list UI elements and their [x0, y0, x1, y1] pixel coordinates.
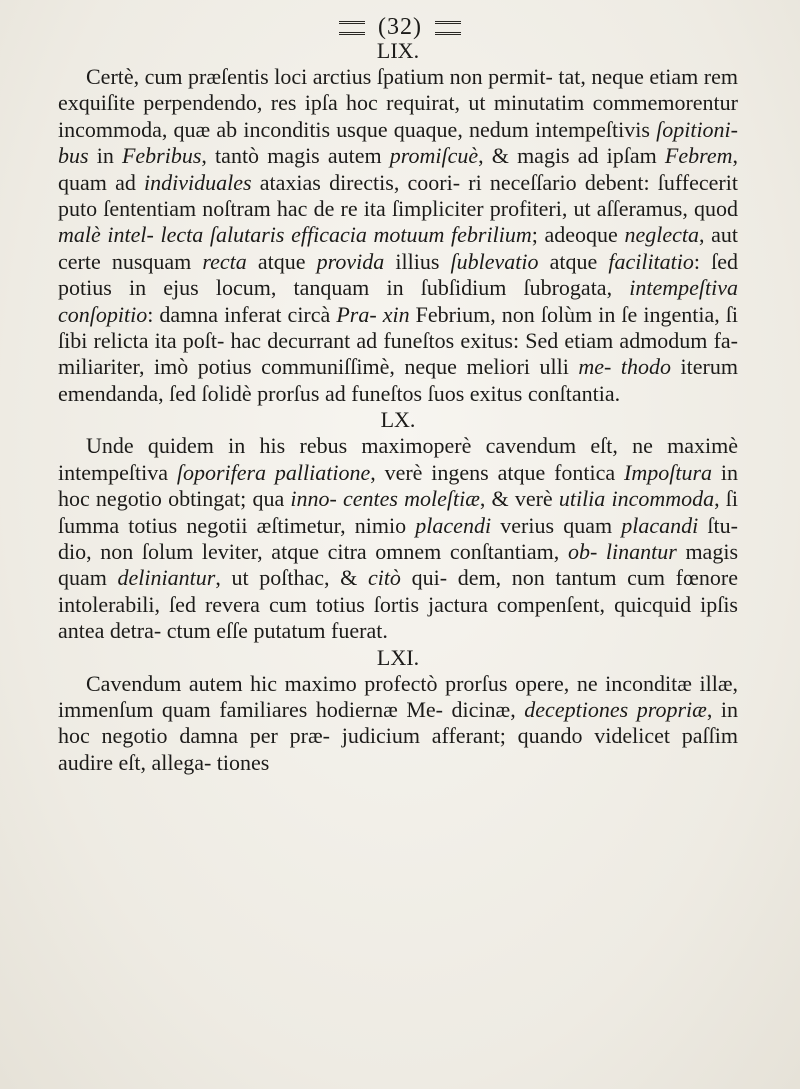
italic-run: ſublevatio [450, 248, 539, 274]
text-run: , verè ingens atque fontica [370, 459, 625, 485]
text-run: Unde quidem in his rebus maximoperè cavendum eſt, ne maximè intempeſtiva [58, 433, 738, 485]
text-run: ſtu- dio, non ſolum leviter, atque citra omnem conſtantiam, [58, 512, 738, 564]
text-run: , tantò magis autem [201, 143, 390, 169]
italic-run: malè intel- lecta ſalutaris efficacia motuum febrilium [58, 222, 532, 248]
text-run: Febrium, non ſolùm in ſe ingentia, ſi ſibi relicta ita poſt- hac decurrant ad funeſtos exitus: Sed etiam admodum fa- miliariter, imò potius communiſſimè, neque meliori ulli [58, 301, 739, 380]
text-run: , & magis ad ipſam [478, 143, 665, 169]
text-run: in [88, 143, 122, 169]
right-ornament-icon [435, 21, 461, 35]
italic-run: me- thodo [578, 354, 672, 380]
text-run: , aut certe nusquam [58, 222, 738, 274]
italic-run: Febribus [121, 143, 202, 169]
italic-run: promiſcuè [389, 143, 479, 169]
italic-run: recta [202, 248, 247, 274]
text-run: magis quam [58, 538, 739, 591]
italic-run: neglecta [624, 222, 699, 248]
text-run: , & verè [479, 486, 559, 512]
italic-run: facilitatio [608, 248, 694, 274]
text-run: verius quam [491, 512, 622, 538]
text-run: qui- dem, non tantum cum fœnore intolerabili, ſed revera cum totius ſortis jactura compenſent, quicquid ipſis antea detra- ctum eſſe putatum fuerat. [58, 565, 738, 644]
italic-run: ſopitioni- bus [58, 116, 738, 169]
italic-run: intempeſtiva conſopitio [58, 275, 738, 327]
text-run: illius [384, 248, 451, 274]
text-run: in hoc negotio obtingat; qua [58, 459, 738, 512]
text-run: , in hoc negotio damna per præ- judicium afferant; quando videlicet paſſim audire eſt, allega- tiones [58, 696, 738, 775]
italic-run: Febrem [664, 143, 733, 169]
italic-run: citò [367, 565, 401, 591]
italic-run: ſoporifera palliatione [176, 459, 371, 485]
body-text [58, 38, 738, 776]
section-number: LXI. [376, 644, 420, 670]
paragraph [58, 433, 738, 644]
italic-run: provida [316, 248, 385, 274]
italic-run: individuales [144, 169, 252, 195]
italic-run: deceptiones propriæ [524, 696, 707, 722]
page-number: (32) [378, 14, 422, 40]
text-run: , ſi ſumma totius negotii æſtimetur, nimio [58, 486, 738, 538]
italic-run: ob- linantur [567, 538, 677, 564]
italic-run: deliniantur [117, 565, 216, 591]
left-ornament-icon [339, 21, 365, 35]
running-head [0, 14, 800, 41]
section-number: LX. [380, 407, 416, 433]
paragraph [58, 671, 738, 777]
text-run: , ut poſthac, & [215, 565, 368, 591]
text-run: , quam ad [58, 143, 739, 195]
text-run: ataxias directis, coori- ri neceſſario debent: ſuffecerit puto ſententiam noſtram hac de re ita ſimpliciter profiteri, ut aſſeramus, quod [58, 169, 738, 222]
section-number: LIX. [376, 38, 420, 63]
text-run: : damna inferat circà [147, 301, 337, 327]
italic-run: placandi [621, 512, 699, 538]
text-run: atque [246, 248, 317, 274]
italic-run: Pra- xin [336, 301, 410, 327]
italic-run: inno- centes moleſtiæ [290, 486, 480, 512]
text-run: atque [538, 248, 609, 274]
text-run: ; adeoque [531, 222, 625, 248]
italic-run: utilia incommoda [558, 486, 715, 512]
italic-run: Impoſtura [624, 459, 713, 485]
text-run: iterum emendanda, ſed ſolidè prorſus ad funeſtos ſuos exitus conſtantia. [58, 354, 738, 406]
italic-run: placendi [415, 512, 492, 538]
text-run: Certè, cum præſentis loci arctius ſpatium non permit- tat, neque etiam rem exquiſite perpendendo, res ipſa hoc requirat, ut minutatim commemorentur incommoda, quæ ab inconditis usque quaque, nedum intempeſtivis [58, 64, 738, 142]
paragraph [58, 64, 738, 407]
text-run: Cavendum autem hic maximo profectò prorſus opere, ne inconditæ illæ, immenſum quam familiares hodiernæ Me- dicinæ, [58, 670, 738, 722]
text-run: : ſed potius in ejus locum, tanquam in ſubſidium ſubrogata, [58, 248, 738, 301]
